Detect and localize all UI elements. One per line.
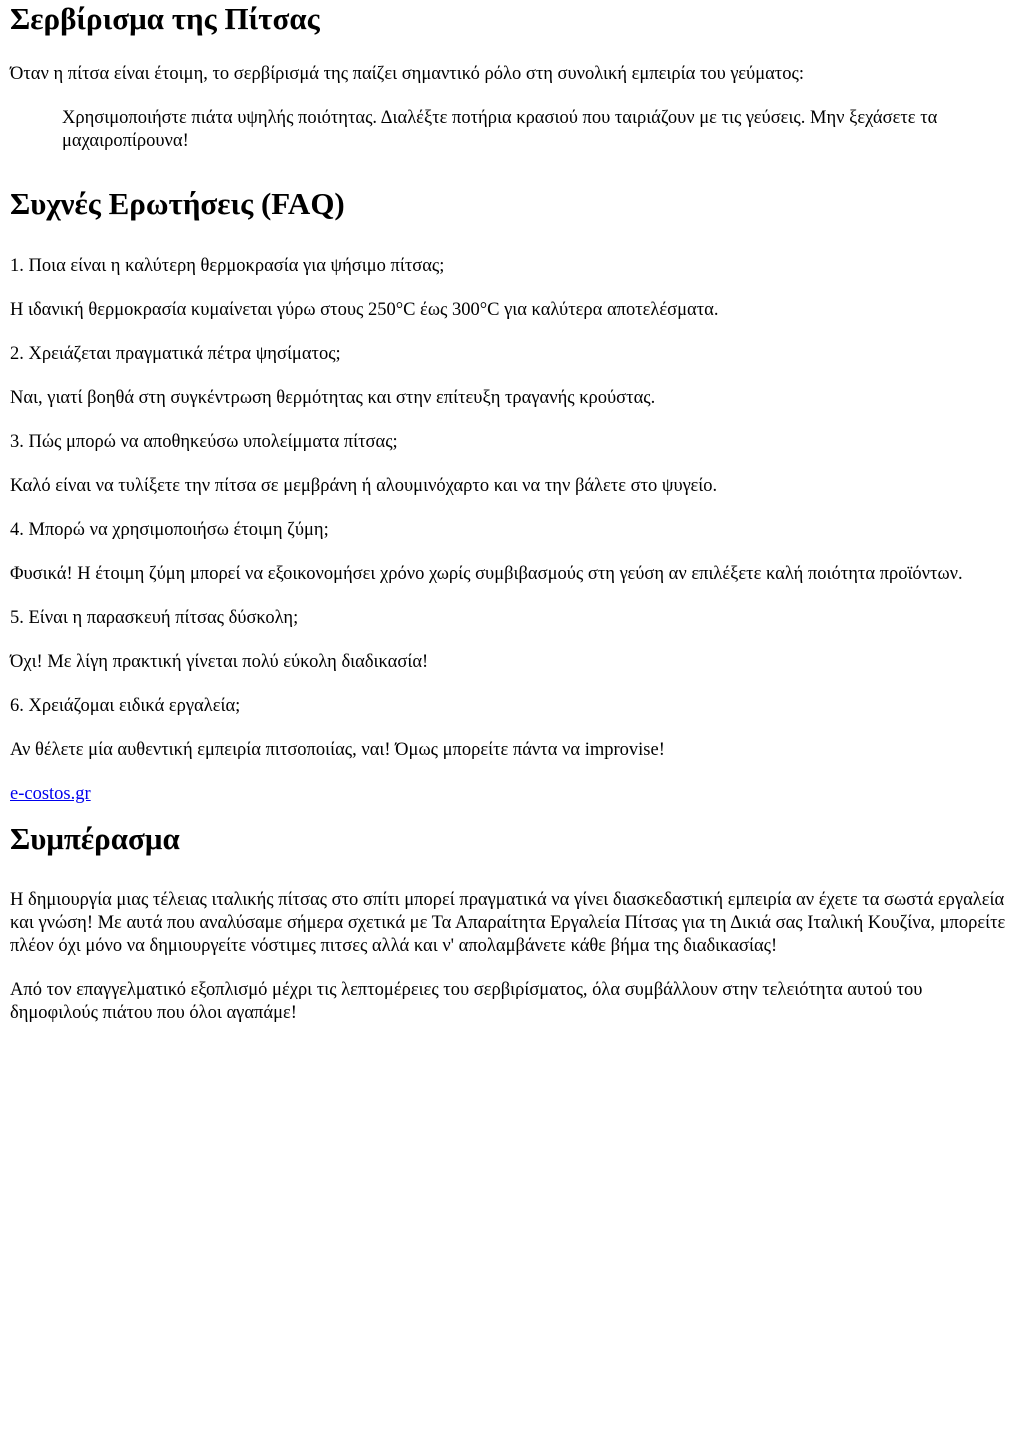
conclusion-paragraph-2: Από τον επαγγελματικό εξοπλισμό μέχρι τις λεπτομέρειες του σερβιρίσματος, όλα συμβάλλουν στην τελειότητα αυτού του δημοφιλούς πιάτου που όλοι αγαπάμε!	[10, 980, 923, 1023]
source-link[interactable]: e-costos.gr	[10, 784, 91, 804]
source-link-container	[10, 783, 1014, 806]
conclusion-heading: Συμπέρασμα	[10, 821, 180, 856]
article-page	[10, 1, 1014, 1025]
faq-question-6: 6. Χρειάζομαι ειδικά εργαλεία;	[10, 696, 241, 716]
serving-intro-paragraph: Όταν η πίτσα είναι έτοιμη, το σερβίρισμά της παίζει σημαντικό ρόλο στη συνολική εμπειρία του γεύματος:	[10, 64, 804, 84]
faq-question-5: 5. Είναι η παρασκευή πίτσας δύσκολη;	[10, 608, 299, 628]
serving-heading: Σερβίρισμα της Πίτσας	[10, 1, 320, 36]
faq-question-1: 1. Ποια είναι η καλύτερη θερμοκρασία για ψήσιμο πίτσας;	[10, 256, 445, 276]
conclusion-paragraph-1: Η δημιουργία μιας τέλειας ιταλικής πίτσας στο σπίτι μπορεί πραγματικά να γίνει διασκεδαστική εμπειρία αν έχετε τα σωστά εργαλεία και γνώση! Με αυτά που αναλύσαμε σήμερα σχετικά με Τα Απαραίτητα Εργαλεία Πίτσας για τη Δικιά σας Ιταλική Κουζίνα, μπορείτε πλέον όχι μόνο να δημιουργείτε νόστιμες πιτσες αλλά και ν' απολαμβάνετε κάθε βήμα της διαδικασίας!	[10, 890, 1006, 956]
faq-question-2: 2. Χρειάζεται πραγματικά πέτρα ψησίματος;	[10, 344, 341, 364]
faq-answer-2: Ναι, γιατί βοηθά στη συγκέντρωση θερμότητας και στην επίτευξη τραγανής κρούστας.	[10, 388, 656, 408]
faq-question-3: 3. Πώς μπορώ να αποθηκεύσω υπολείμματα πίτσας;	[10, 432, 398, 452]
faq-answer-3: Καλό είναι να τυλίξετε την πίτσα σε μεμβράνη ή αλουμινόχαρτο και να την βάλετε στο ψυγείο.	[10, 476, 718, 496]
faq-heading: Συχνές Ερωτήσεις (FAQ)	[10, 186, 345, 221]
faq-answer-6: Αν θέλετε μία αυθεντική εμπειρία πιτσοποιίας, ναι! Όμως μπορείτε πάντα να improvise!	[10, 740, 665, 760]
faq-answer-1: Η ιδανική θερμοκρασία κυμαίνεται γύρω στους 250°C έως 300°C για καλύτερα αποτελέσματα.	[10, 300, 719, 320]
faq-answer-5: Όχι! Με λίγη πρακτική γίνεται πολύ εύκολη διαδικασία!	[10, 652, 429, 672]
faq-answer-4: Φυσικά! Η έτοιμη ζύμη μπορεί να εξοικονομήσει χρόνο χωρίς συμβιβασμούς στη γεύση αν επιλέξετε καλή ποιότητα προϊόντων.	[10, 564, 963, 584]
serving-tips-quote: Χρησιμοποιήστε πιάτα υψηλής ποιότητας. Διαλέξτε ποτήρια κρασιού που ταιριάζουν με τις γεύσεις. Μην ξεχάσετε τα μαχαιροπίρουνα!	[62, 108, 938, 151]
faq-question-4: 4. Μπορώ να χρησιμοποιήσω έτοιμη ζύμη;	[10, 520, 329, 540]
